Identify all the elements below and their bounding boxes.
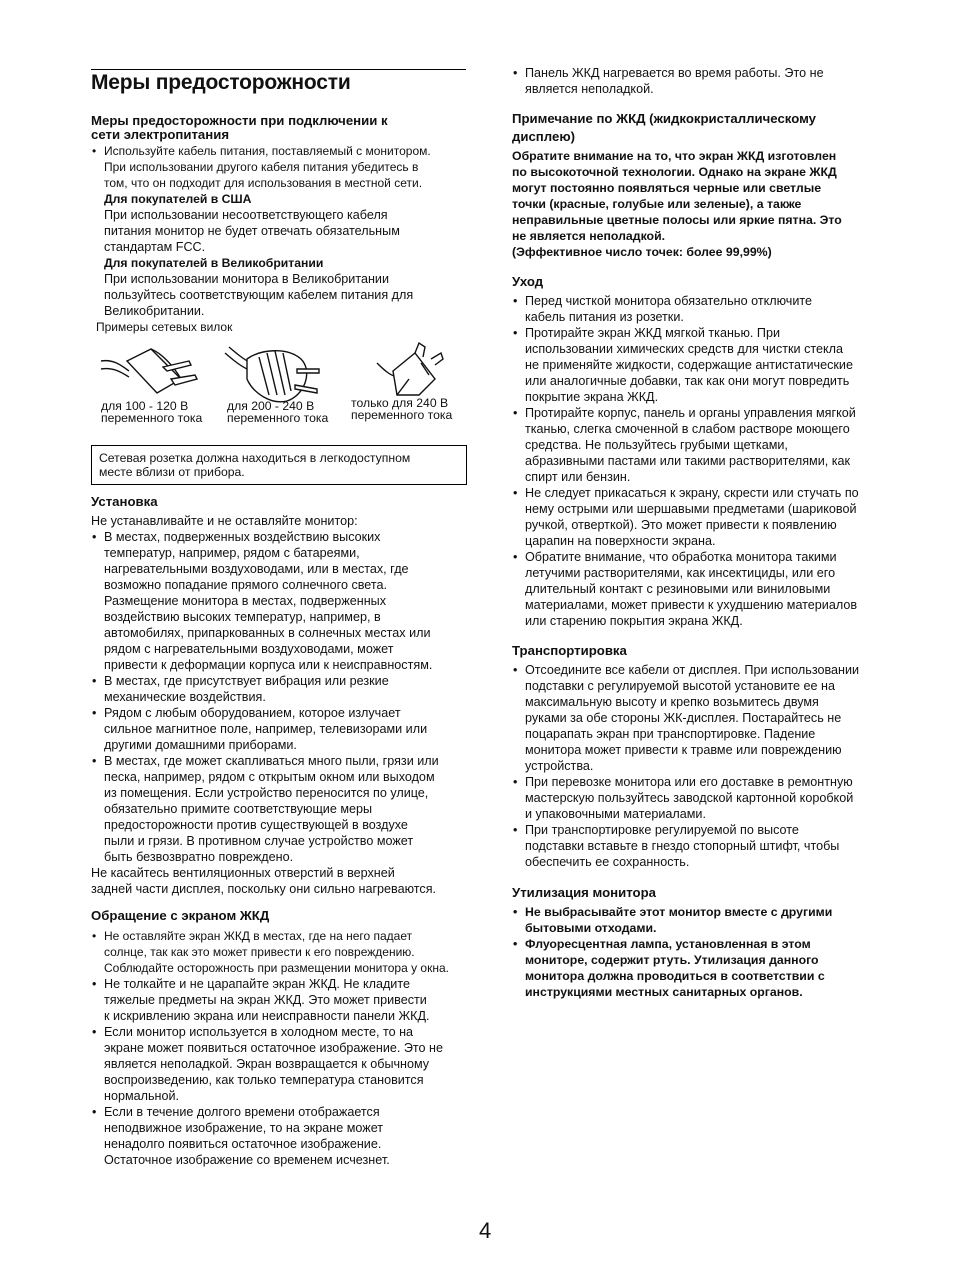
list-item: • Флуоресцентная лампа, установленная в этом мониторе, содержит ртуть. Утилизация данного монитора должна проводиться в соответствии с инструкциями местных санитарных органов. (512, 936, 887, 1000)
list-item: • При транспортировке регулируемой по высоте подставки вставьте в гнездо стопорный штифт, чтобы обеспечить ее сохранность. (512, 822, 887, 870)
usa-text: При использовании несоответствующего кабеля питания монитор не будет отвечать обязательным стандартам FCC. (104, 208, 400, 254)
install-section (91, 494, 467, 897)
lcd-note-body: Обратите внимание на то, что экран ЖКД изготовлен по высокоточной технологии. Однако на экране ЖКД могут постоянно появляться черные или светлые точки (красные, голубые или зеленые), а также неправильные цветные полосы или яркие пятна. Это не является неполадкой. (Эффективное число точек: более 99,99%) (512, 149, 842, 259)
usa-heading: Для покупателей в США (104, 192, 252, 206)
list-item: • Протирайте экран ЖКД мягкой тканью. При использовании химических средств для чистки стекла не применяйте жидкости, содержащие антистатические или аналогичные добавки, так как они могут повредить покрытие экрана ЖКД. (512, 325, 887, 405)
install-heading: Установка (91, 494, 158, 509)
lcd-note-heading: Примечание по ЖКД (жидкокристаллическому дисплею) (512, 111, 817, 144)
lcd-handling-section (91, 908, 467, 1168)
list-item: • В местах, где присутствует вибрация или резкие механические воздействия. (91, 673, 467, 705)
uk-plug-icon (377, 343, 443, 395)
list-item: • Панель ЖКД нагревается во время работы. Это не является неполадкой. (512, 65, 887, 97)
title-rule (91, 69, 466, 70)
list-item: • Отсоедините все кабели от дисплея. При использовании подставки с регулируемой высотой установите ее на максимальную высоту и крепко возьмитесь двумя руками за обе стороны ЖК-дисплея. Постарайтесь не поцарапать экран при транспортировке. Падение монитора может привести к травме или повреждению устройства. (512, 662, 887, 774)
plug-caption-3: только для 240 В переменного тока (351, 396, 453, 422)
care-heading: Уход (512, 274, 544, 289)
lcd-handling-heading: Обращение с экраном ЖКД (91, 908, 270, 923)
list-item: • В местах, подверженных воздействию высоких температур, например, рядом с батареями, нагревательными воздуховодами, или в местах, где возможно попадание прямого солнечного света. Размещение монитора в местах, подверженных воздействию высоких температур, например, в автомобилях, припаркованных в солнечных местах или рядом с нагревательными воздуховодами, может привести к деформации корпуса или к неисправностям. (91, 529, 467, 673)
plug-figures (91, 334, 467, 444)
list-item: • При перевозке монитора или его доставке в ремонтную мастерскую пользуйтесь заводской картонной коробкой и упаковочными материалами. (512, 774, 887, 822)
install-intro: Не устанавливайте и не оставляйте монитор: (91, 514, 358, 528)
plug-illustrations (91, 334, 467, 434)
eu-plug-icon (225, 347, 319, 402)
disposal-heading: Утилизация монитора (512, 885, 656, 900)
power-section (91, 114, 431, 335)
list-item: • Не следует прикасаться к экрану, скрести или стучать по нему острыми или шершавыми предметами (шариковой ручкой, отверткой). Это может привести к появлению царапин на поверхности экрана. (512, 485, 887, 549)
plug-caption-1: для 100 - 120 В переменного тока (101, 399, 203, 425)
list-item: • Протирайте корпус, панель и органы управления мягкой тканью, слегка смоченной в слабом растворе моющего средства. Не пользуйтесь грубыми щетками, абразивными пастами или такими растворителями, как спирт или бензин. (512, 405, 887, 485)
uk-heading: Для покупателей в Великобритании (104, 256, 324, 270)
page-number: 4 (479, 1218, 492, 1243)
plug-caption-2: для 200 - 240 В переменного тока (227, 399, 329, 425)
transport-section (512, 643, 887, 870)
list-item: • В местах, где может скапливаться много пыли, грязи или песка, например, рядом с открытым окном или выходом из помещения. Если устройство переносится по улице, обязательно примите соответствующие меры предосторожности против существующей в воздухе пыли и грязи. В противном случае устройство может быть безвозвратно повреждено. (91, 753, 467, 865)
transport-heading: Транспортировка (512, 643, 627, 658)
power-heading: Меры предосторожности при подключении к сети электропитания (91, 113, 388, 142)
power-bullet: • Используйте кабель питания, поставляемый с монитором. При использовании другого кабеля питания убедитесь в том, что он подходит для использования в местной сети. (91, 143, 431, 191)
uk-text: При использовании монитора в Великобритании пользуйтесь соответствующим кабелем питания для Великобритании. (104, 272, 414, 318)
list-item: • Рядом с любым оборудованием, которое излучает сильное магнитное поле, например, телевизорами или другими домашними приборами. (91, 705, 467, 753)
page-title: Меры предосторожности (91, 71, 351, 94)
list-item: • Если в течение долгого времени отображается неподвижное изображение, то на экране может ненадолго появиться остаточное изображение. Остаточное изображение со временем исчезнет. (91, 1104, 467, 1168)
plugs-label: Примеры сетевых вилок (96, 320, 233, 334)
list-item: • Не толкайте и не царапайте экран ЖКД. Не кладите тяжелые предметы на экран ЖКД. Это может привести к искривлению экрана или неисправности панели ЖКД. (91, 976, 467, 1024)
list-item: • Не выбрасывайте этот монитор вместе с другими бытовыми отходами. (512, 904, 887, 936)
list-item: • Если монитор используется в холодном месте, то на экране может появиться остаточное изображение. Это не является неполадкой. Экран возвращается к обычному воспроизведению, как только температура становится нормальной. (91, 1024, 467, 1104)
disposal-section (512, 885, 887, 1000)
list-item: • Перед чисткой монитора обязательно отключите кабель питания из розетки. (512, 293, 887, 325)
list-item: • Не оставляйте экран ЖКД в местах, где на него падает солнце, так как это может привести к его повреждению. Соблюдайте осторожность при размещении монитора у окна. (91, 928, 467, 976)
install-outro: Не касайтесь вентиляционных отверстий в верхней задней части дисплея, поскольку они сильно нагреваются. (91, 866, 437, 896)
outlet-note-box: Сетевая розетка должна находиться в легкодоступном месте вблизи от прибора. (91, 445, 467, 485)
lcd-note-section (512, 110, 887, 260)
us-plug-icon (101, 349, 197, 393)
care-section (512, 274, 887, 629)
list-item: • Обратите внимание, что обработка монитора такими летучими растворителями, как инсектициды, или его длительный контакт с резиновыми или виниловыми материалами, может привести к ухудшению материалов или старению покрытия экрана ЖКД. (512, 549, 887, 629)
